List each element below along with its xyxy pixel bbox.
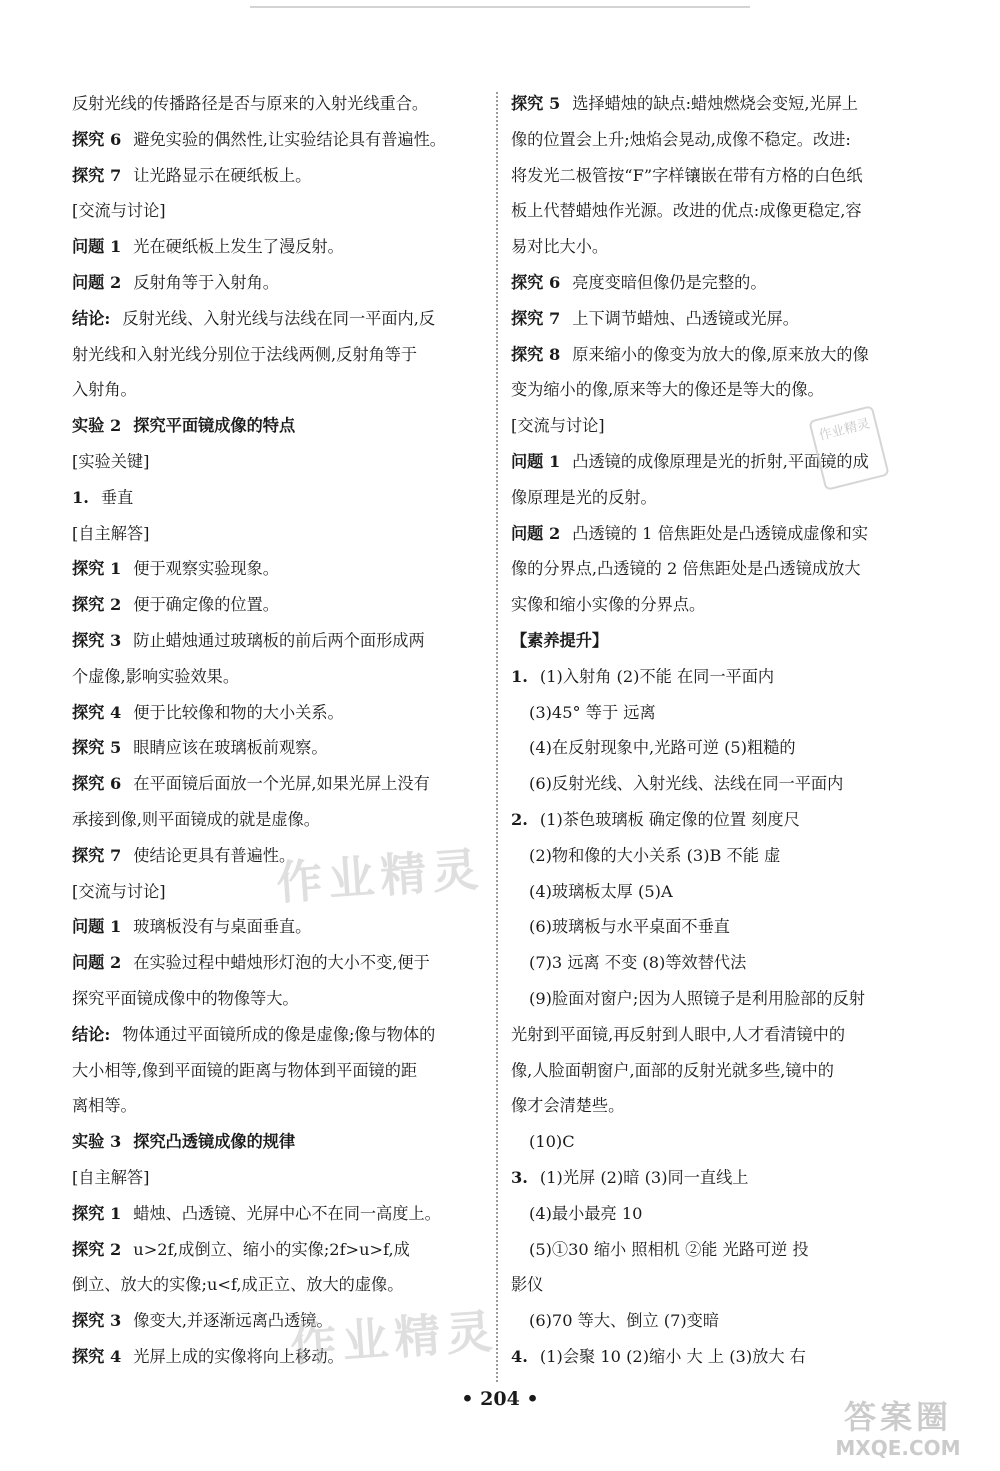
left-column	[72, 86, 484, 1375]
item-label: 探究 6	[72, 129, 122, 149]
item-text: 离相等。	[72, 1096, 137, 1116]
text-line	[72, 1017, 484, 1053]
item-label: 探究 7	[511, 308, 561, 328]
item-text: 倒立、放大的实像;u<f,成正立、放大的虚像。	[72, 1275, 404, 1295]
item-text: 蜡烛、凸透镜、光屏中心不在同一高度上。	[133, 1203, 441, 1223]
item-text: 反射角等于入射角。	[133, 272, 279, 292]
text-line	[72, 1232, 484, 1268]
item-text: [交流与讨论]	[72, 881, 166, 901]
text-line	[511, 1232, 911, 1268]
item-text: 便于确定像的位置。	[133, 595, 279, 615]
text-line	[511, 909, 911, 945]
top-rule	[250, 6, 750, 8]
item-text: 承接到像,则平面镜成的就是虚像。	[72, 809, 320, 829]
item-text: 选择蜡烛的缺点:蜡烛燃烧会变短,光屏上	[572, 94, 859, 113]
text-line	[511, 1160, 911, 1196]
item-text: 让光路显示在硬纸板上。	[133, 165, 312, 185]
site-logo-watermark	[808, 1398, 988, 1464]
item-label: 探究 1	[72, 559, 122, 579]
item-text: 像才会清楚些。	[511, 1096, 625, 1116]
item-text: [实验关键]	[72, 451, 150, 471]
item-label: 结论:	[72, 1024, 111, 1044]
item-text: [自主解答]	[72, 523, 150, 543]
text-line	[72, 480, 484, 516]
text-line	[511, 587, 911, 623]
text-line	[72, 802, 484, 838]
text-line	[511, 1088, 911, 1124]
item-text: 上下调节蜡烛、凸透镜或光屏。	[572, 308, 799, 328]
item-label: 问题 1	[72, 237, 122, 257]
item-text: (2)物和像的大小关系 (3)B 不能 虚	[529, 845, 781, 865]
text-line	[72, 945, 484, 981]
item-label: 探究 2	[72, 1239, 122, 1259]
text-line	[72, 587, 484, 623]
item-text: (6)70 等大、倒立 (7)变暗	[529, 1311, 720, 1331]
item-text: 防止蜡烛通过玻璃板的前后两个面形成两	[133, 630, 425, 650]
item-text: (5)①30 缩小 照相机 ②能 光路可逆 投	[529, 1239, 809, 1259]
item-label: 结论:	[72, 308, 111, 328]
item-text: (6)玻璃板与水平桌面不垂直	[529, 917, 730, 937]
text-line	[72, 516, 484, 552]
site-logo-text: 答案圈	[843, 1398, 952, 1436]
item-text: (9)脸面对窗户;因为人照镜子是利用脸部的反射	[529, 988, 865, 1008]
item-text: 原来缩小的像变为放大的像,原来放大的像	[572, 344, 869, 364]
page-number: • 204 •	[461, 1388, 539, 1410]
text-line	[72, 86, 484, 122]
item-label: 探究 6	[511, 272, 561, 292]
site-logo-url: MXQE.COM	[835, 1436, 961, 1460]
item-label: 4.	[511, 1346, 528, 1366]
text-line	[511, 122, 911, 158]
text-line	[72, 193, 484, 229]
item-label: 问题 1	[511, 451, 561, 471]
item-text: (7)3 远离 不变 (8)等效替代法	[529, 953, 747, 973]
item-text: 眼睛应该在玻璃板前观察。	[133, 738, 328, 758]
item-text: 玻璃板没有与桌面垂直。	[133, 917, 312, 937]
item-text: 光射到平面镜,再反射到人眼中,人才看清镜中的	[511, 1024, 846, 1044]
text-line	[511, 480, 911, 516]
item-text: 变为缩小的像,原来等大的像还是等大的像。	[511, 380, 824, 400]
item-label: 探究 7	[72, 845, 122, 865]
text-line	[511, 981, 911, 1017]
text-line	[511, 516, 911, 552]
item-text: (4)最小最亮 10	[529, 1203, 643, 1223]
text-line	[511, 838, 911, 874]
text-line	[72, 1160, 484, 1196]
item-label: 问题 2	[511, 523, 561, 543]
item-text: (1)光屏 (2)暗 (3)同一直线上	[539, 1167, 749, 1187]
item-text: 像的位置会上升;烛焰会晃动,成像不稳定。改进:	[511, 129, 851, 149]
item-text: 垂直	[100, 487, 134, 507]
text-line	[72, 229, 484, 265]
item-text: 物体通过平面镜所成的像是虚像;像与物体的	[122, 1024, 436, 1044]
text-line	[72, 265, 484, 301]
text-line	[72, 301, 484, 337]
item-text: 射光线和入射光线分别位于法线两侧,反射角等于	[72, 344, 418, 364]
text-line	[72, 659, 484, 695]
item-text: 大小相等,像到平面镜的距离与物体到平面镜的距	[72, 1060, 418, 1080]
item-label: 问题 2	[72, 953, 122, 973]
item-text: 个虚像,影响实验效果。	[72, 666, 240, 686]
text-line	[72, 551, 484, 587]
text-line	[72, 158, 484, 194]
item-text: 便于观察实验现象。	[133, 559, 279, 579]
item-label: 探究 6	[72, 774, 122, 794]
item-text: 影仪	[511, 1275, 544, 1295]
item-label: 探究 3	[72, 630, 122, 650]
watermark-text: 作业精灵	[288, 1303, 500, 1373]
text-line	[72, 337, 484, 373]
item-label: 探究 8	[511, 344, 561, 364]
text-line	[72, 372, 484, 408]
item-text: [自主解答]	[72, 1167, 150, 1187]
text-line	[72, 623, 484, 659]
item-label: 探究 1	[72, 1203, 122, 1223]
item-label: 探究 4	[72, 702, 122, 722]
right-column	[511, 86, 911, 1375]
item-text: (4)在反射现象中,光路可逆 (5)粗糙的	[529, 738, 796, 758]
text-line	[511, 1124, 911, 1160]
item-text: 便于比较像和物的大小关系。	[133, 702, 344, 722]
item-text: 凸透镜的 1 倍焦距处是凸透镜成虚像和实	[572, 523, 869, 543]
column-divider	[496, 92, 498, 1382]
item-text: (6)反射光线、入射光线、法线在同一平面内	[529, 774, 844, 794]
item-text: (4)玻璃板太厚 (5)A	[529, 881, 673, 901]
item-text: 实像和缩小实像的分界点。	[511, 595, 706, 615]
item-text: 入射角。	[72, 380, 137, 400]
item-text: (3)45° 等于 远离	[529, 702, 656, 722]
item-text: 反射光线的传播路径是否与原来的入射光线重合。	[72, 94, 429, 113]
text-line	[511, 337, 911, 373]
text-line	[511, 945, 911, 981]
item-text: 使结论更具有普遍性。	[133, 845, 296, 865]
item-label: 1.	[511, 666, 528, 686]
item-label: 探究 5	[511, 94, 561, 113]
text-line	[511, 551, 911, 587]
item-text: 在实验过程中蜡烛形灯泡的大小不变,便于	[133, 953, 430, 973]
text-line	[72, 1196, 484, 1232]
item-text: (10)C	[529, 1132, 575, 1152]
text-line	[511, 193, 911, 229]
item-text: (1)入射角 (2)不能 在同一平面内	[539, 666, 775, 686]
text-line	[72, 122, 484, 158]
item-label: 实验 3	[72, 1132, 122, 1152]
stamp-watermark: 作业精灵	[808, 405, 889, 491]
text-line	[511, 623, 911, 659]
item-text: 凸透镜的成像原理是光的折射,平面镜的成	[572, 451, 869, 471]
item-text: 【素养提升】	[511, 630, 609, 650]
text-line	[511, 229, 911, 265]
item-text: 亮度变暗但像仍是完整的。	[572, 272, 767, 292]
text-line	[511, 874, 911, 910]
text-line	[511, 766, 911, 802]
text-line	[511, 1196, 911, 1232]
item-label: 问题 1	[72, 917, 122, 937]
item-text: 像原理是光的反射。	[511, 487, 657, 507]
text-line	[72, 766, 484, 802]
item-text: (1)会聚 10 (2)缩小 大 上 (3)放大 右	[539, 1346, 806, 1366]
text-line	[511, 659, 911, 695]
text-line	[72, 1124, 484, 1160]
item-text: 将发光二极管按“F”字样镶嵌在带有方格的白色纸	[511, 165, 863, 185]
text-line	[511, 265, 911, 301]
item-label: 问题 2	[72, 272, 122, 292]
item-label: 2.	[511, 809, 528, 829]
text-line	[511, 1339, 911, 1375]
item-text: [交流与讨论]	[511, 416, 605, 436]
text-line	[511, 158, 911, 194]
item-text: 避免实验的偶然性,让实验结论具有普遍性。	[133, 129, 446, 149]
item-label: 3.	[511, 1167, 528, 1187]
text-line	[72, 730, 484, 766]
text-line	[511, 730, 911, 766]
item-label: 探究 2	[72, 595, 122, 615]
item-label: 探究 4	[72, 1346, 122, 1366]
text-line	[511, 695, 911, 731]
item-label: 探究 7	[72, 165, 122, 185]
text-line	[72, 981, 484, 1017]
text-line	[511, 86, 911, 122]
text-line	[511, 1017, 911, 1053]
item-text: 像的分界点,凸透镜的 2 倍焦距处是凸透镜成放大	[511, 559, 861, 579]
text-line	[72, 444, 484, 480]
text-line	[72, 1088, 484, 1124]
text-line	[511, 1267, 911, 1303]
text-line	[511, 1053, 911, 1089]
item-label: 1.	[72, 487, 89, 507]
item-text: 光屏上成的实像将向上移动。	[133, 1346, 344, 1366]
text-line	[72, 909, 484, 945]
item-text: 在平面镜后面放一个光屏,如果光屏上没有	[133, 774, 430, 794]
text-line	[511, 802, 911, 838]
item-text: 像变大,并逐渐远离凸透镜。	[133, 1311, 333, 1331]
item-text: 探究平面镜成像中的物像等大。	[72, 988, 299, 1008]
item-text: 光在硬纸板上发生了漫反射。	[133, 237, 344, 257]
item-text: (1)茶色玻璃板 确定像的位置 刻度尺	[539, 809, 800, 829]
item-text: 探究凸透镜成像的规律	[133, 1132, 296, 1152]
text-line	[511, 1303, 911, 1339]
text-line	[511, 372, 911, 408]
item-text: 探究平面镜成像的特点	[133, 416, 296, 436]
text-line	[72, 1053, 484, 1089]
text-line	[72, 695, 484, 731]
item-text: [交流与讨论]	[72, 201, 166, 221]
item-text: 易对比大小。	[511, 237, 609, 257]
text-line	[511, 301, 911, 337]
item-text: 反射光线、入射光线与法线在同一平面内,反	[122, 308, 436, 328]
text-line	[72, 1267, 484, 1303]
watermark-text: 作业精灵	[274, 841, 486, 911]
text-line	[72, 408, 484, 444]
item-text: u>2f,成倒立、缩小的实像;2f>u>f,成	[133, 1239, 410, 1259]
item-label: 探究 3	[72, 1311, 122, 1331]
item-text: 像,人脸面朝窗户,面部的反射光就多些,镜中的	[511, 1060, 834, 1080]
item-label: 探究 5	[72, 738, 122, 758]
item-label: 实验 2	[72, 416, 122, 436]
item-text: 板上代替蜡烛作光源。改进的优点:成像更稳定,容	[511, 201, 862, 221]
